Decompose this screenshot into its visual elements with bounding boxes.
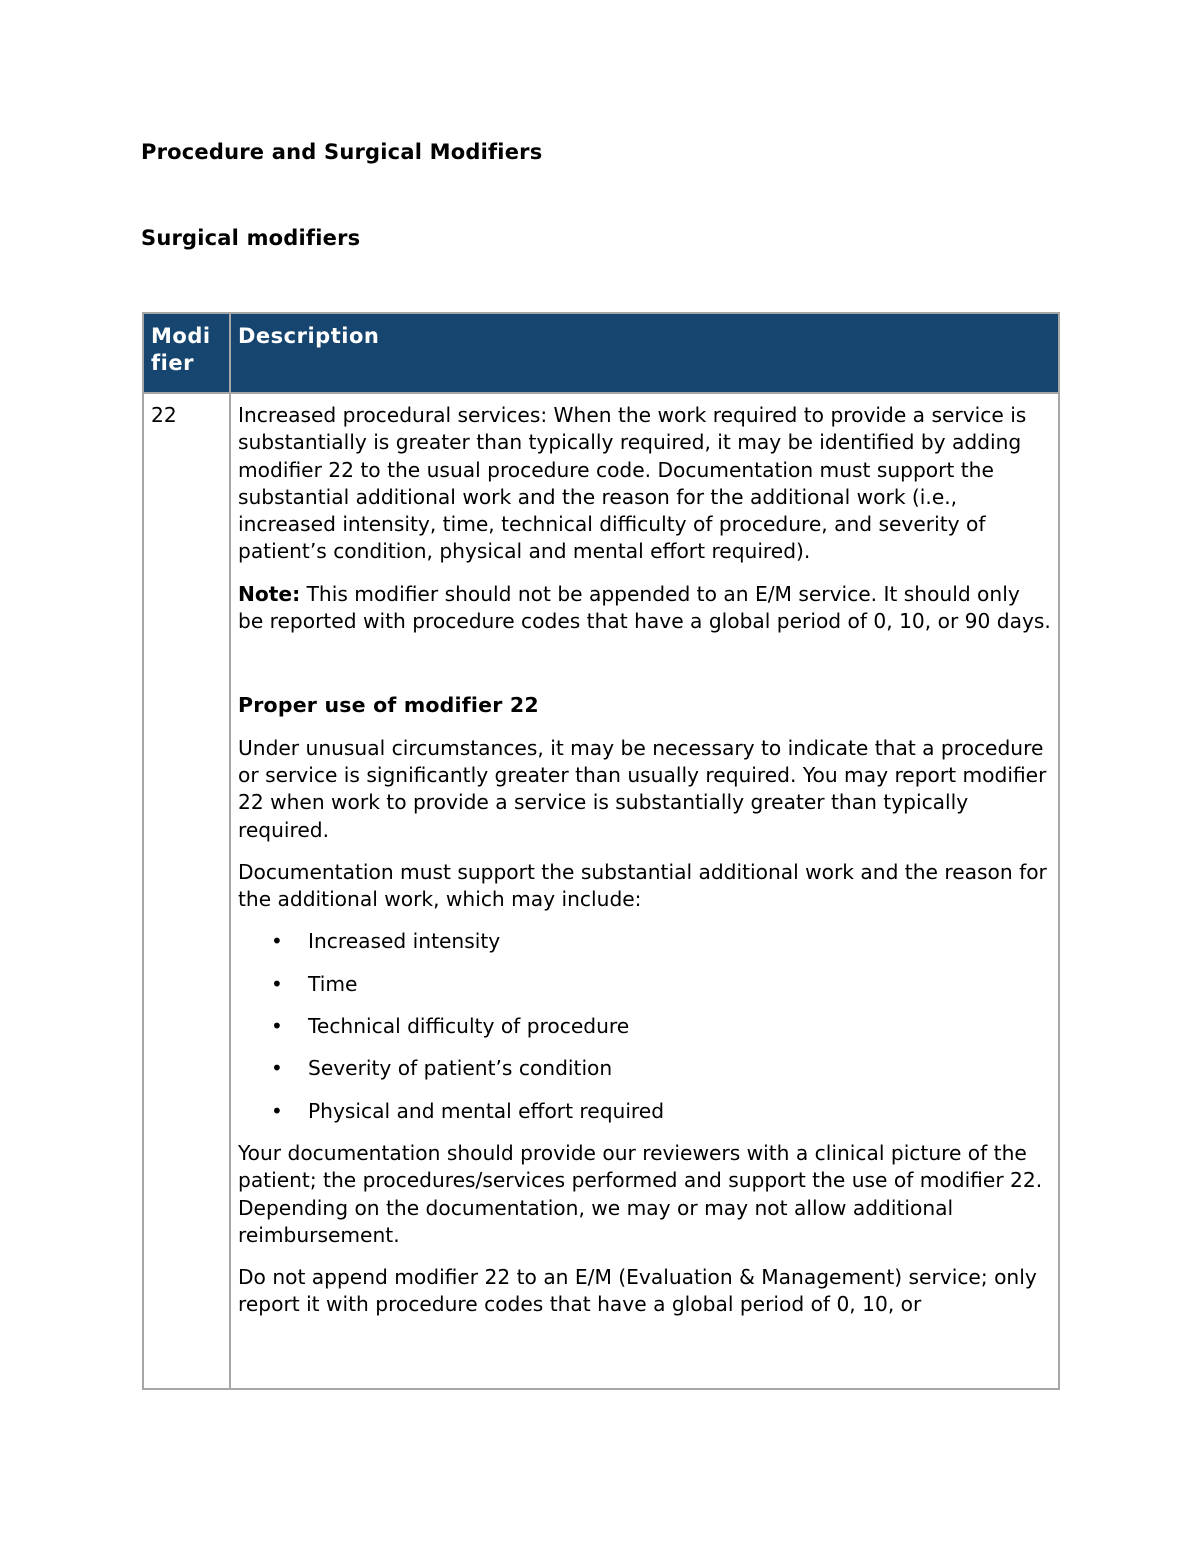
- bullet-icon: •: [271, 971, 283, 996]
- document-title: Procedure and Surgical Modifiers: [141, 140, 543, 164]
- modifier-description: [230, 393, 1059, 1389]
- description-paragraph: Under unusual circumstances, it may be necessary to indicate that a procedure or service is significantly greater than usually required. You may report modifier 22 when work to provide a service is substantially greater than typically required.: [238, 735, 1047, 842]
- bullet-icon: •: [271, 929, 283, 954]
- list-item-text: Increased intensity: [308, 929, 501, 954]
- list-item: [238, 1055, 1051, 1082]
- description-paragraph: Increased procedural services: When the work required to provide a service is substantially is greater than typically required, it may be identified by adding modifier 22 to the usual procedure code. Documentation must support the substantial additional work and the reason for the additional work (i.e., increased intensity, time, technical difficulty of procedure, and severity of patient’s condition, physical and mental effort required).: [238, 403, 1027, 564]
- header-modifier: Modi fier: [143, 313, 230, 393]
- list-item-text: Physical and mental effort required: [308, 1098, 665, 1123]
- section-title: Surgical modifiers: [141, 226, 361, 250]
- bullet-icon: •: [271, 1056, 283, 1081]
- list-item: [238, 1013, 1051, 1040]
- list-item: [238, 1098, 1051, 1125]
- note-label: Note:: [238, 581, 301, 606]
- description-paragraph: Documentation must support the substantial additional work and the reason for the additional work, which may include:: [238, 859, 1047, 912]
- header-description: Description: [230, 313, 1059, 393]
- modifier-code: 22: [143, 393, 230, 1389]
- note-text: This modifier should not be appended to an E/M service. It should only be reported with procedure codes that have a global period of 0, 10, or 90 days.: [238, 581, 1051, 634]
- list-item-text: Technical difficulty of procedure: [308, 1014, 630, 1039]
- modifier-table: [142, 312, 1060, 1390]
- bullet-icon: •: [271, 1014, 283, 1039]
- description-paragraph: Your documentation should provide our reviewers with a clinical picture of the patient; the procedures/services performed and support the use of modifier 22. Depending on the documentation, we may or may not allow additional reimbursement.: [238, 1140, 1043, 1247]
- list-item: [238, 971, 1051, 998]
- table-row: [143, 393, 1059, 1389]
- note-paragraph: [238, 581, 1051, 636]
- list-item-text: Time: [308, 971, 358, 996]
- table-header-row: [143, 313, 1059, 393]
- reason-list: [238, 928, 1051, 1124]
- proper-use-heading: Proper use of modifier 22: [238, 693, 539, 718]
- list-item: [238, 928, 1051, 955]
- description-paragraph: Do not append modifier 22 to an E/M (Evaluation & Management) service; only report it with procedure codes that have a global period of 0, 10, or: [238, 1265, 1037, 1317]
- bullet-icon: •: [271, 1098, 283, 1123]
- list-item-text: Severity of patient’s condition: [308, 1056, 613, 1081]
